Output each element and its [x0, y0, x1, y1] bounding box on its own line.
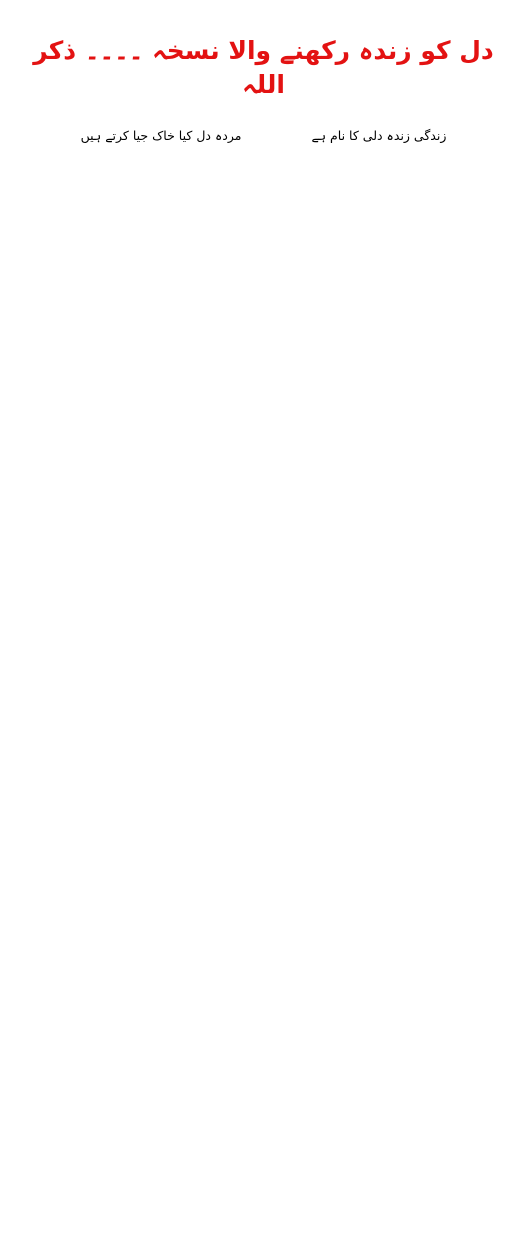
couplet: [10, 124, 517, 148]
article-title: دل کو زندہ رکھنے والا نسخہ ۔۔۔۔ ذکر اللہ: [33, 36, 494, 99]
couplet-second-line: مردہ دل کیا خاک جیا کرتے ہیں: [80, 128, 242, 143]
couplet-first-line: زندگی زندہ دلی کا نام ہے: [311, 128, 447, 143]
